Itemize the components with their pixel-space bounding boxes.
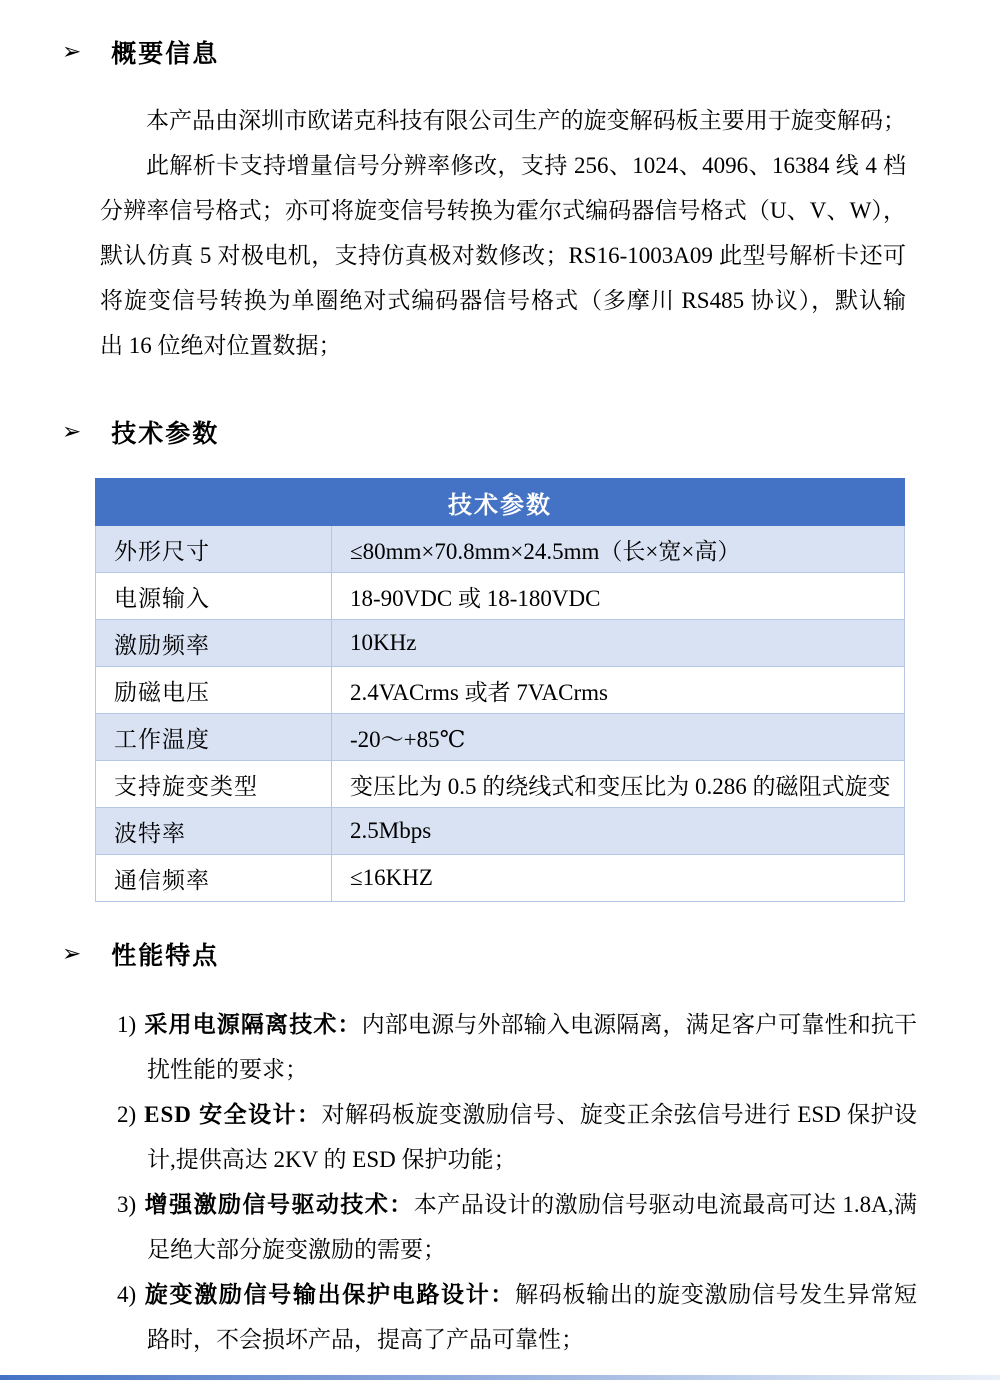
table-row xyxy=(96,714,905,761)
feature-label: 采用电源隔离技术： xyxy=(144,1012,362,1037)
feature-item xyxy=(117,1002,917,1092)
row-value: 10KHz xyxy=(332,620,905,667)
feature-item xyxy=(117,1092,917,1182)
table-row xyxy=(96,573,905,620)
table-row xyxy=(96,855,905,902)
feature-number: 1) xyxy=(117,1012,137,1037)
tech-params-heading xyxy=(62,414,1000,450)
table-row xyxy=(96,526,905,573)
row-label: 激励频率 xyxy=(96,620,332,667)
table-row xyxy=(96,667,905,714)
feature-text: 本产品设计的激励信号驱动电流最高可达 1.8A,满足绝大部分旋变激励的需要； xyxy=(147,1192,917,1262)
row-value: 变压比为 0.5 的绕线式和变压比为 0.286 的磁阻式旋变 xyxy=(332,761,905,808)
row-value: ≤16KHZ xyxy=(332,855,905,902)
footer-rule xyxy=(0,1375,1000,1380)
row-value: ≤80mm×70.8mm×24.5mm（长×宽×高） xyxy=(332,526,905,573)
feature-text: 解码板输出的旋变激励信号发生异常短路时，不会损坏产品，提高了产品可靠性； xyxy=(147,1282,918,1352)
feature-item xyxy=(117,1272,917,1362)
features-heading-label: 性能特点 xyxy=(111,943,220,970)
paragraph-line: 此解析卡支持增量信号分辨率修改，支持 256、1024、4096、16384 线 4 档 xyxy=(146,153,906,178)
features-heading xyxy=(62,936,1000,972)
overview-heading xyxy=(62,0,1000,70)
table-row xyxy=(96,808,905,855)
table-header: 技术参数 xyxy=(96,479,905,526)
overview-heading-label: 概要信息 xyxy=(111,41,220,68)
feature-number: 4) xyxy=(117,1282,137,1307)
features-list xyxy=(117,1002,917,1362)
table-row xyxy=(96,761,905,808)
row-label: 工作温度 xyxy=(96,714,332,761)
row-value: 2.4VACrms 或者 7VACrms xyxy=(332,667,905,714)
feature-number: 2) xyxy=(117,1102,137,1127)
row-label: 支持旋变类型 xyxy=(96,761,332,808)
row-label: 外形尺寸 xyxy=(96,526,332,573)
table-header-row xyxy=(96,479,905,526)
paragraph-line: 本产品由深圳市欧诺克科技有限公司生产的旋变解码板主要用于旋变解码； xyxy=(146,108,906,133)
overview-paragraph xyxy=(100,98,906,368)
row-value: -20～+85℃ xyxy=(332,714,905,761)
row-value: 18-90VDC 或 18-180VDC xyxy=(332,573,905,620)
feature-item xyxy=(117,1182,917,1272)
feature-label: 增强激励信号驱动技术： xyxy=(144,1192,414,1217)
feature-label: 旋变激励信号输出保护电路设计： xyxy=(144,1282,516,1307)
row-label: 波特率 xyxy=(96,808,332,855)
feature-label: ESD 安全设计： xyxy=(144,1102,322,1127)
row-label: 通信频率 xyxy=(96,855,332,902)
feature-text: 内部电源与外部输入电源隔离，满足客户可靠性和抗干扰性能的要求； xyxy=(147,1012,918,1082)
tech-params-heading-label: 技术参数 xyxy=(111,421,220,448)
feature-text: 对解码板旋变激励信号、旋变正余弦信号进行 ESD 保护设计,提供高达 2KV 的 ESD 保护功能； xyxy=(147,1102,917,1172)
row-value: 2.5Mbps xyxy=(332,808,905,855)
arrow-bullet-icon: ➢ xyxy=(62,39,82,64)
row-label: 电源输入 xyxy=(96,573,332,620)
arrow-bullet-icon: ➢ xyxy=(62,419,82,444)
paragraph-line: 分辨率信号格式；亦可将旋变信号转换为霍尔式编码器信号格式（U、V、W）， xyxy=(100,198,906,223)
paragraph-line: 将旋变信号转换为单圈绝对式编码器信号格式（多摩川 RS485 协议），默认输 xyxy=(100,288,906,313)
feature-number: 3) xyxy=(117,1192,137,1217)
row-label: 励磁电压 xyxy=(96,667,332,714)
paragraph-line: 出 16 位绝对位置数据； xyxy=(100,333,342,358)
tech-params-table xyxy=(95,478,905,902)
table-row xyxy=(96,620,905,667)
paragraph-line: 默认仿真 5 对极电机，支持仿真极对数修改；RS16-1003A09 此型号解析卡还可 xyxy=(100,243,906,268)
arrow-bullet-icon: ➢ xyxy=(62,941,82,966)
